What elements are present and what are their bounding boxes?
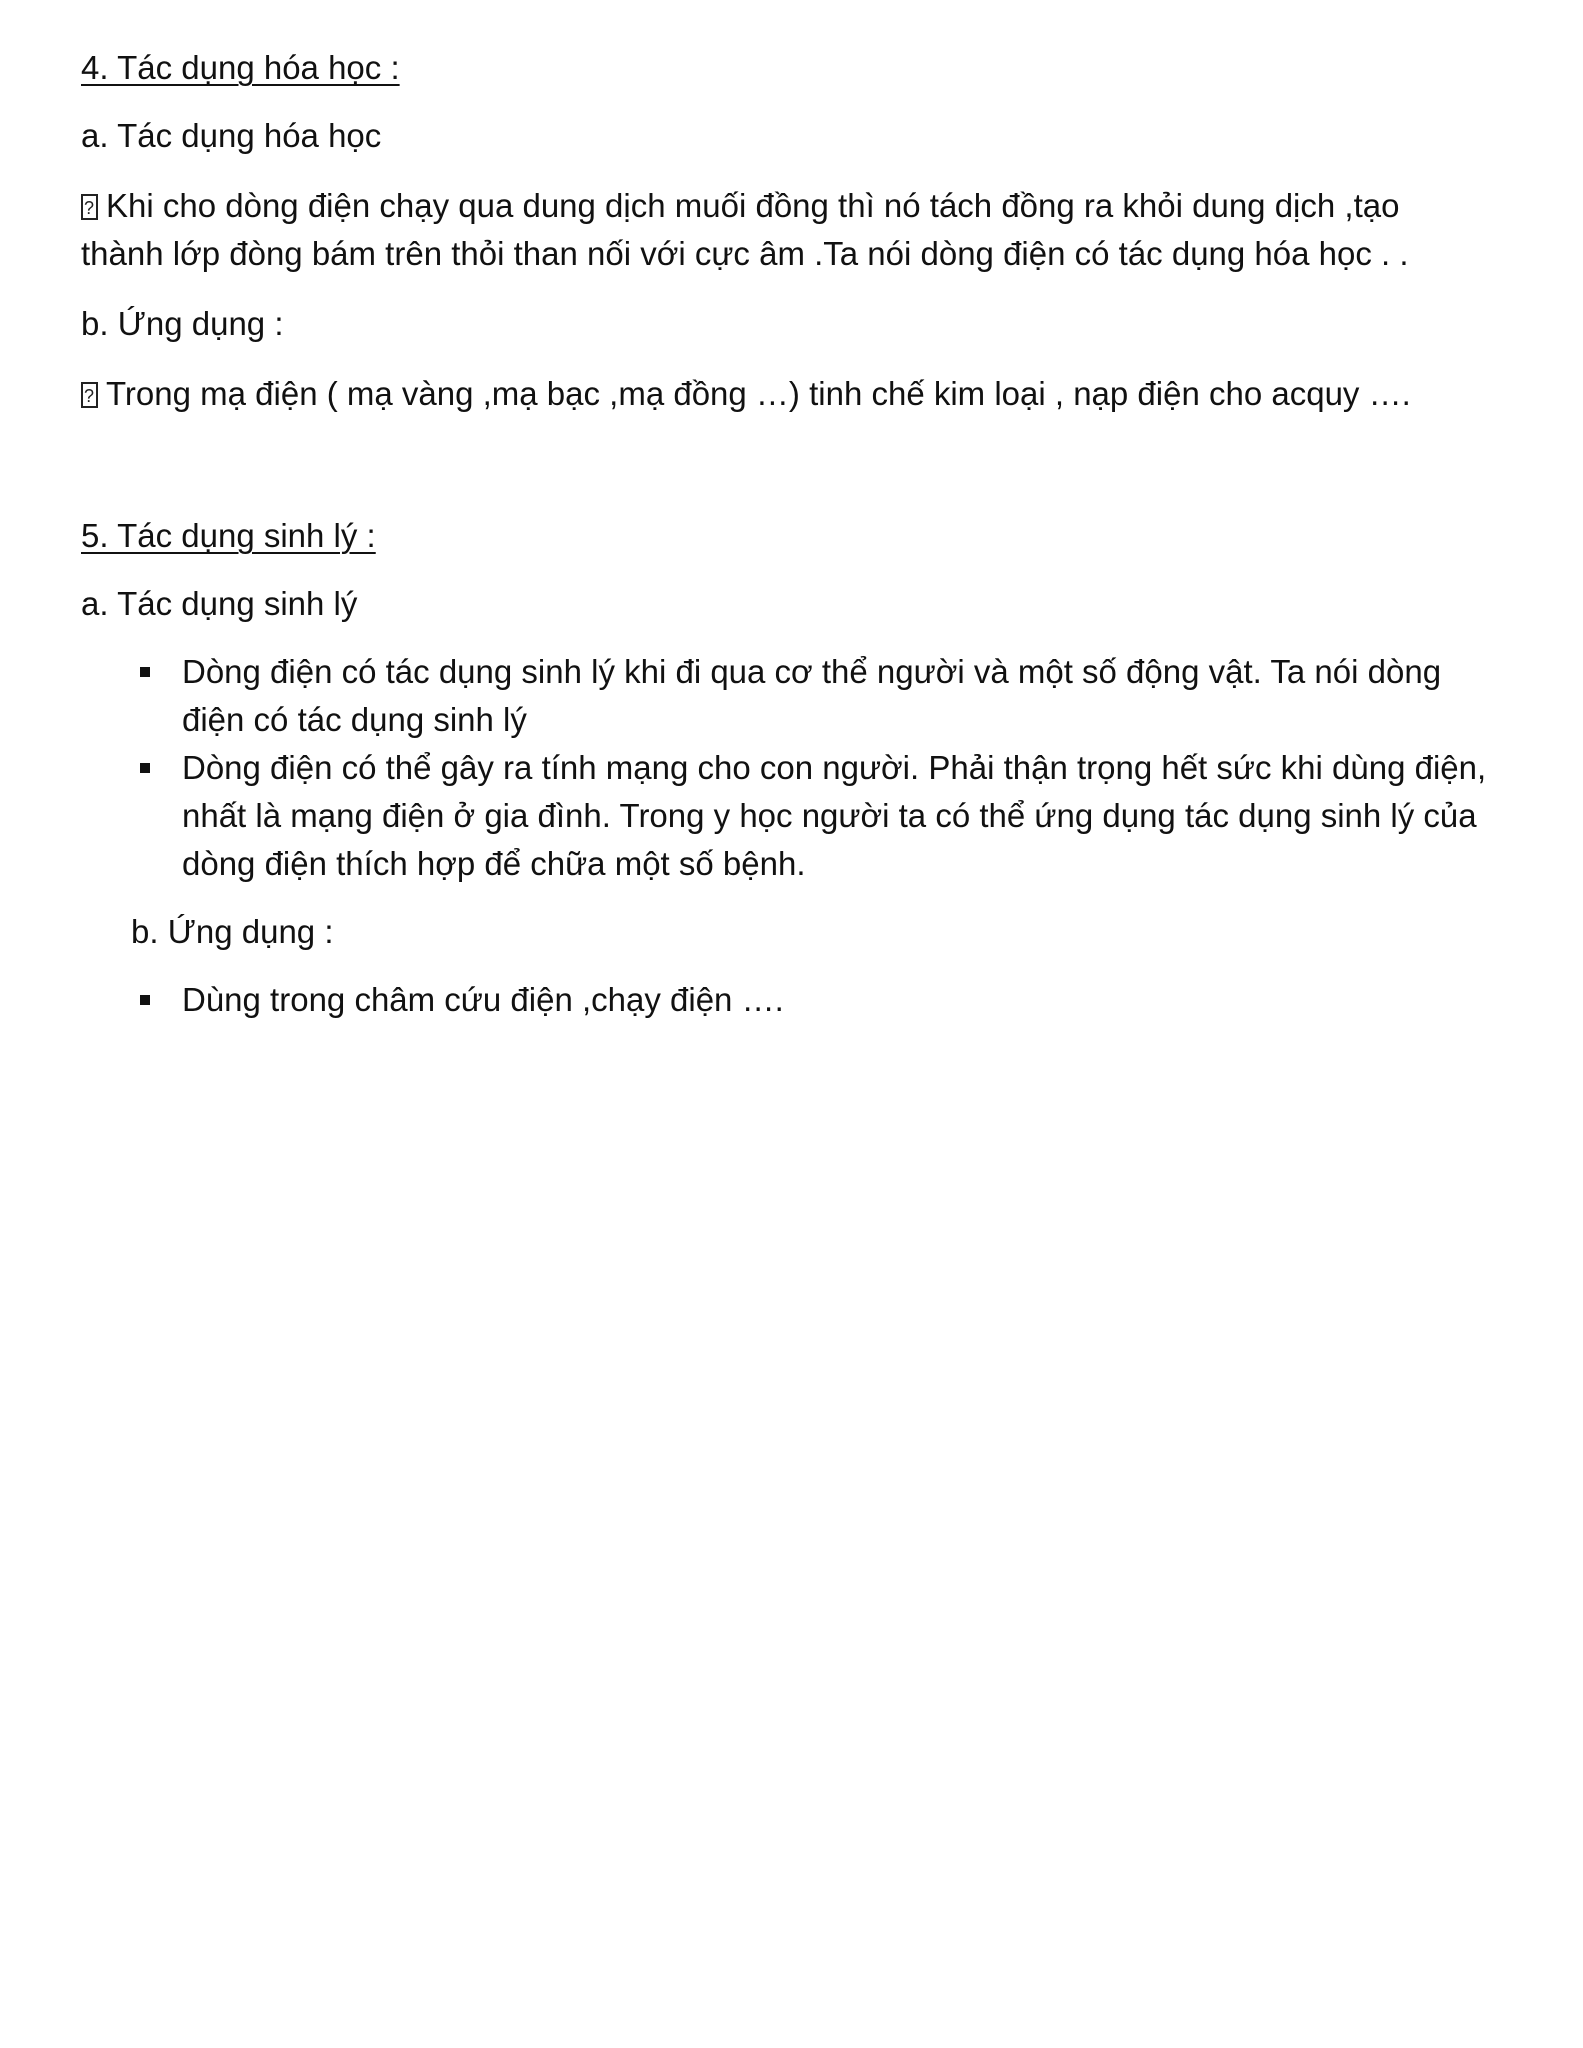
square-bullet-icon	[140, 667, 150, 677]
bullet-line: Dùng trong châm cứu điện ,chạy điện ….	[182, 981, 784, 1018]
section-4b-title: b. Ứng dụng :	[81, 305, 284, 342]
list-item	[182, 976, 1501, 1024]
section-4a-paragraph	[81, 182, 1501, 278]
section-5a-bullet-list	[81, 648, 1501, 888]
section-4-heading: 4. Tác dụng hóa học :	[81, 49, 400, 86]
missing-glyph-icon	[81, 382, 98, 408]
section-5b-bullet-list	[81, 976, 1501, 1024]
section-4b-text: Trong mạ điện ( mạ vàng ,mạ bạc ,mạ đồng …) tinh chế kim loại , nạp điện cho acquy ….	[106, 375, 1411, 412]
square-bullet-icon	[140, 995, 150, 1005]
section-4b-paragraph	[81, 370, 1501, 418]
bullet-line: điện có tác dụng sinh lý	[182, 701, 527, 738]
section-5b-title: b. Ứng dụng :	[131, 913, 334, 950]
list-item	[182, 648, 1501, 744]
square-bullet-icon	[140, 763, 150, 773]
section-4a-title: a. Tác dụng hóa học	[81, 117, 382, 154]
bullet-line: dòng điện thích hợp để chữa một số bệnh.	[182, 845, 806, 882]
document-content	[81, 44, 1501, 1024]
section-4a-line-1: Khi cho dòng điện chạy qua dung dịch muối đồng thì nó tách đồng ra khỏi dung dịch ,tạo	[106, 187, 1400, 224]
bullet-line: Dòng điện có thể gây ra tính mạng cho con người. Phải thận trọng hết sức khi dùng điện,	[182, 749, 1487, 786]
bullet-line: nhất là mạng điện ở gia đình. Trong y học người ta có thể ứng dụng tác dụng sinh lý của	[182, 797, 1477, 834]
missing-glyph-icon	[81, 194, 98, 220]
list-item	[182, 744, 1501, 888]
section-4a-line-2: thành lớp đòng bám trên thỏi than nối với cực âm .Ta nói dòng điện có tác dụng hóa học . .	[81, 235, 1409, 272]
section-5a-title: a. Tác dụng sinh lý	[81, 585, 358, 622]
bullet-line: Dòng điện có tác dụng sinh lý khi đi qua cơ thể người và một số động vật. Ta nói dòng	[182, 653, 1442, 690]
section-5-heading: 5. Tác dụng sinh lý :	[81, 517, 376, 554]
